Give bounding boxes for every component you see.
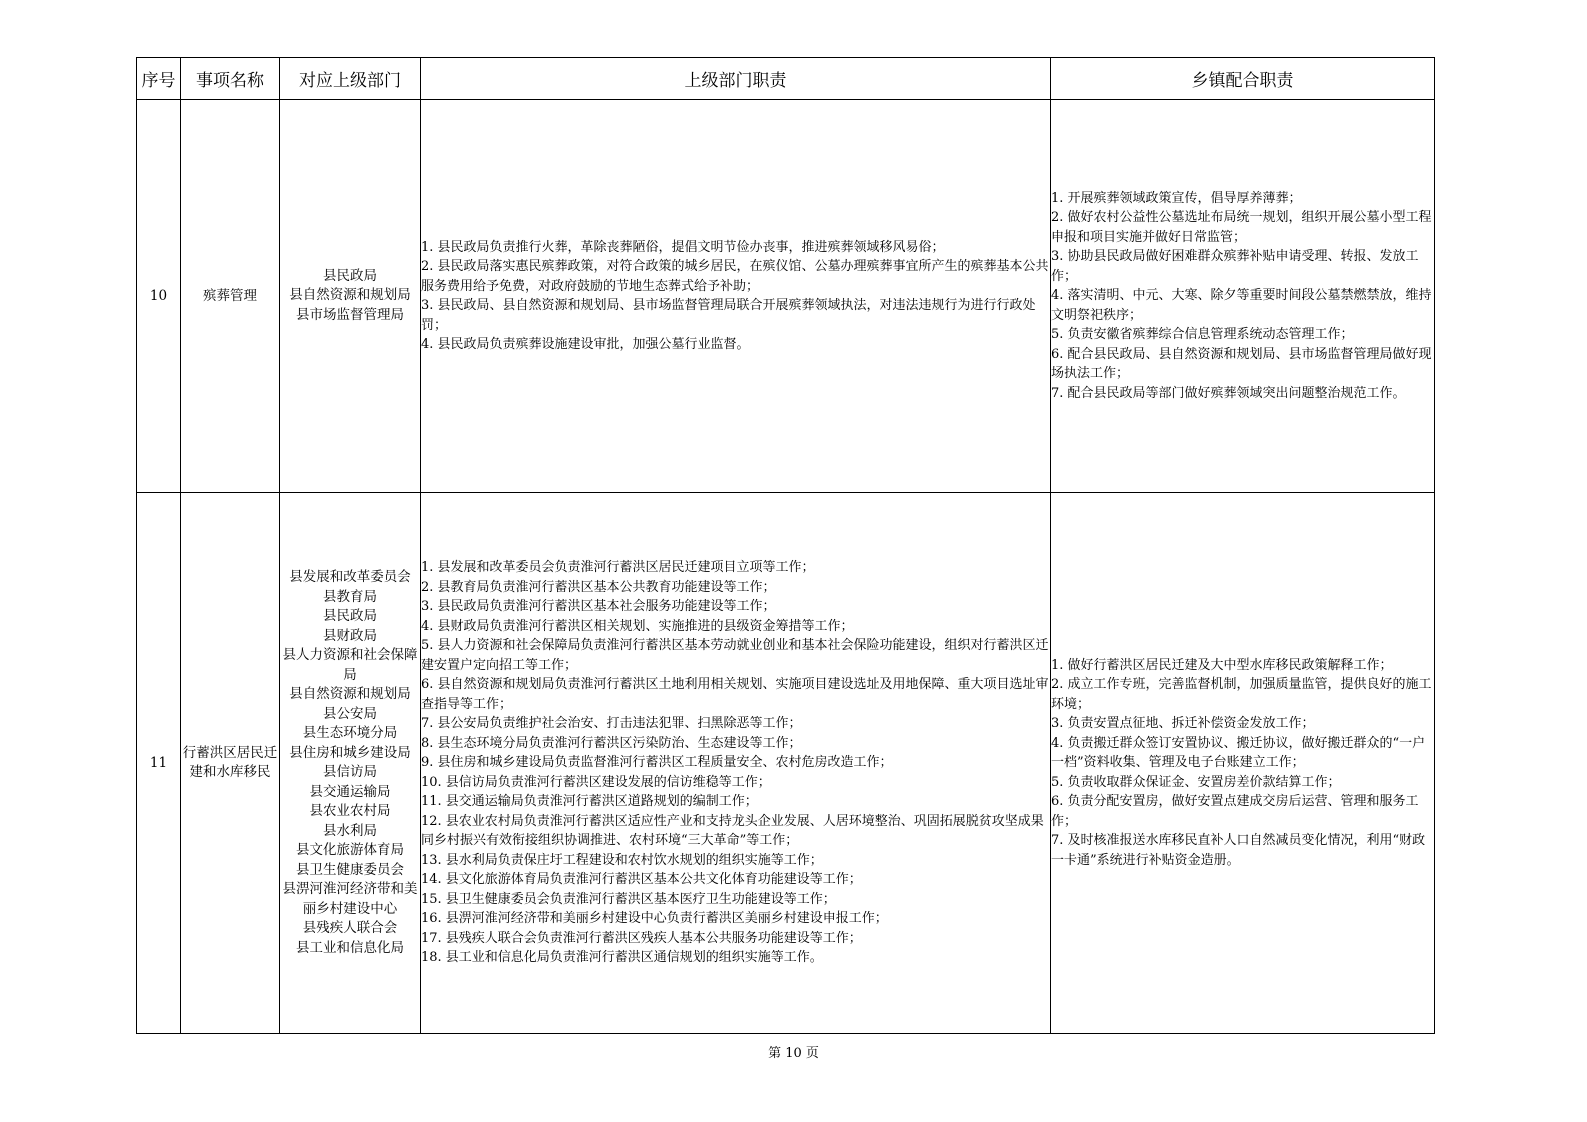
upper-duty-item: 4. 县民政局负责殡葬设施建设审批，加强公墓行业监督。	[421, 337, 750, 352]
upper-duty-item: 15. 县卫生健康委员会负责淮河行蓄洪区基本医疗卫生功能建设等工作；	[421, 891, 836, 907]
header-town-duties: 乡镇配合职责	[1051, 58, 1435, 100]
upper-duty-list	[421, 493, 1051, 1034]
town-duty-list	[1051, 493, 1435, 1034]
town-duty-item: 5. 负责收取群众保证金、安置房差价款结算工作；	[1051, 774, 1341, 790]
row-number: 11	[137, 493, 181, 1034]
table-header-row	[137, 58, 1435, 100]
upper-duty-item: 14. 县文化旅游体育局负责淮河行蓄洪区基本公共文化体育功能建设等工作；	[421, 872, 862, 888]
town-duty-item: 3. 协助县民政局做好困难群众殡葬补贴申请受理、转报、发放工作；	[1051, 249, 1419, 284]
upper-duty-item: 2. 县民政局落实惠民殡葬政策，对符合政策的城乡居民，在殡仪馆、公墓办理殡葬事宜所产生的殡葬基本公共服务费用给予免费，对政府鼓励的节地生态葬式给予补助；	[421, 259, 1049, 294]
dept-item: 县财政局	[323, 627, 377, 644]
town-duty-item: 1. 开展殡葬领域政策宣传，倡导厚养薄葬；	[1051, 190, 1302, 206]
upper-duty-item: 11. 县交通运输局负责淮河行蓄洪区道路规划的编制工作；	[421, 794, 758, 810]
upper-duty-list	[421, 100, 1051, 493]
upper-duty-item: 9. 县住房和城乡建设局负责监督淮河行蓄洪区工程质量安全、农村危房改造工作；	[421, 755, 893, 771]
dept-item: 县教育局	[323, 588, 377, 605]
dept-item: 县人力资源和社会保障局	[282, 647, 418, 683]
town-duty-item: 4. 落实清明、中元、大寒、除夕等重要时间段公墓禁燃禁放，维持文明祭祀秩序；	[1051, 288, 1432, 323]
upper-duty-item: 1. 县发展和改革委员会负责淮河行蓄洪区居民迁建项目立项等工作；	[421, 560, 815, 576]
row-number: 10	[137, 100, 181, 493]
dept-item: 县生态环境分局	[302, 725, 398, 741]
dept-list	[280, 100, 421, 493]
town-duty-item: 6. 配合县民政局、县自然资源和规划局、县市场监督管理局做好现场执法工作；	[1051, 346, 1432, 382]
dept-item: 县信访局	[323, 764, 377, 780]
upper-duty-item: 2. 县教育局负责淮河行蓄洪区基本公共教育功能建设等工作；	[421, 579, 776, 595]
town-duty-item: 6. 负责分配安置房，做好安置点建成交房后运营、管理和服务工作；	[1051, 794, 1419, 829]
item-name: 行蓄洪区居民迁建和水库移民	[181, 493, 280, 1034]
town-duty-item: 2. 做好农村公益性公墓选址布局统一规划，组织开展公墓小型工程申报和项目实施并做好日常监管；	[1051, 210, 1432, 245]
upper-duty-item: 5. 县人力资源和社会保障局负责淮河行蓄洪区基本劳动就业创业和基本社会保险功能建设，组织对行蓄洪区迁建安置户定向招工等工作；	[421, 638, 1049, 673]
upper-duty-item: 17. 县残疾人联合会负责淮河行蓄洪区残疾人基本公共服务功能建设等工作；	[421, 930, 862, 946]
dept-item: 县发展和改革委员会	[289, 569, 411, 585]
upper-duty-item: 1. 县民政局负责推行火葬，革除丧葬陋俗，提倡文明节俭办丧事，推进殡葬领域移风易俗；	[421, 239, 945, 255]
upper-duty-item: 6. 县自然资源和规划局负责淮河行蓄洪区土地利用相关规划、实施项目建设选址及用地保障、重大项目选址审查指导等工作；	[421, 677, 1049, 712]
dept-item: 县自然资源和规划局	[289, 287, 411, 304]
dept-item: 县工业和信息化局	[296, 939, 404, 956]
upper-duty-item: 3. 县民政局负责淮河行蓄洪区基本社会服务功能建设等工作；	[421, 599, 776, 615]
dept-item: 县民政局	[323, 267, 377, 284]
page-number: 第 10 页	[768, 1046, 819, 1061]
header-item-name: 事项名称	[181, 58, 280, 100]
dept-list	[280, 493, 421, 1034]
dept-item: 县自然资源和规划局	[289, 686, 411, 702]
town-duty-item: 7. 及时核准报送水库移民直补人口自然减员变化情况，利用“财政一卡通”系统进行补贴资金造册。	[1051, 833, 1426, 868]
header-no: 序号	[137, 58, 181, 100]
upper-duty-item: 10. 县信访局负责淮河行蓄洪区建设发展的信访维稳等工作；	[421, 774, 771, 790]
dept-item: 县农业农村局	[309, 803, 391, 819]
town-duty-list	[1051, 100, 1435, 493]
upper-duty-item: 3. 县民政局、县自然资源和规划局、县市场监督管理局联合开展殡葬领域执法，对违法违规行为进行行政处罚；	[421, 298, 1036, 333]
upper-duty-item: 8. 县生态环境分局负责淮河行蓄洪区污染防治、生态建设等工作；	[421, 735, 802, 751]
duty-table	[136, 57, 1435, 1034]
town-duty-item: 3. 负责安置点征地、拆迁补偿资金发放工作；	[1051, 716, 1315, 732]
town-duty-item: 7. 配合县民政局等部门做好殡葬领域突出问题整治规范工作。	[1051, 385, 1406, 401]
town-duty-item: 2. 成立工作专班，完善监督机制，加强质量监管，提供良好的施工环境；	[1051, 677, 1432, 712]
dept-item: 县残疾人联合会	[302, 920, 398, 936]
town-duty-item: 4. 负责搬迁群众签订安置协议、搬迁协议，做好搬迁群众的“一户一档”资料收集、管理及电子台账建立工作；	[1051, 735, 1426, 771]
dept-item: 县住房和城乡建设局	[289, 744, 411, 761]
dept-item: 县公安局	[323, 705, 377, 722]
upper-duty-item: 18. 县工业和信息化局负责淮河行蓄洪区通信规划的组织实施等工作。	[421, 950, 823, 966]
dept-item: 县民政局	[323, 608, 377, 624]
dept-item: 县文化旅游体育局	[296, 842, 404, 858]
header-upper-dept: 对应上级部门	[280, 58, 421, 100]
upper-duty-item: 12. 县农业农村局负责淮河行蓄洪区适应性产业和支持龙头企业发展、人居环境整治、巩固拓展脱贫攻坚成果同乡村振兴有效衔接组织协调推进、农村环境“三大革命”等工作；	[421, 813, 1044, 849]
dept-item: 县卫生健康委员会	[296, 861, 404, 878]
upper-duty-item: 13. 县水利局负责保庄圩工程建设和农村饮水规划的组织实施等工作；	[421, 852, 823, 868]
town-duty-item: 1. 做好行蓄洪区居民迁建及大中型水库移民政策解释工作；	[1051, 657, 1393, 673]
header-upper-duties: 上级部门职责	[421, 58, 1051, 100]
dept-item: 县水利局	[323, 822, 377, 839]
dept-item: 县市场监督管理局	[296, 306, 404, 323]
dept-item: 县交通运输局	[309, 783, 391, 800]
item-name: 殡葬管理	[181, 100, 280, 493]
upper-duty-item: 16. 县淠河淮河经济带和美丽乡村建设中心负责行蓄洪区美丽乡村建设申报工作；	[421, 911, 888, 927]
table-row	[137, 100, 1435, 493]
dept-item: 县淠河淮河经济带和美丽乡村建设中心	[282, 881, 418, 917]
upper-duty-item: 4. 县财政局负责淮河行蓄洪区相关规划、实施推进的县级资金筹措等工作；	[421, 618, 854, 634]
upper-duty-item: 7. 县公安局负责维护社会治安、打击违法犯罪、扫黑除恶等工作；	[421, 716, 802, 732]
town-duty-item: 5. 负责安徽省殡葬综合信息管理系统动态管理工作；	[1051, 327, 1354, 343]
table-row	[137, 493, 1435, 1034]
